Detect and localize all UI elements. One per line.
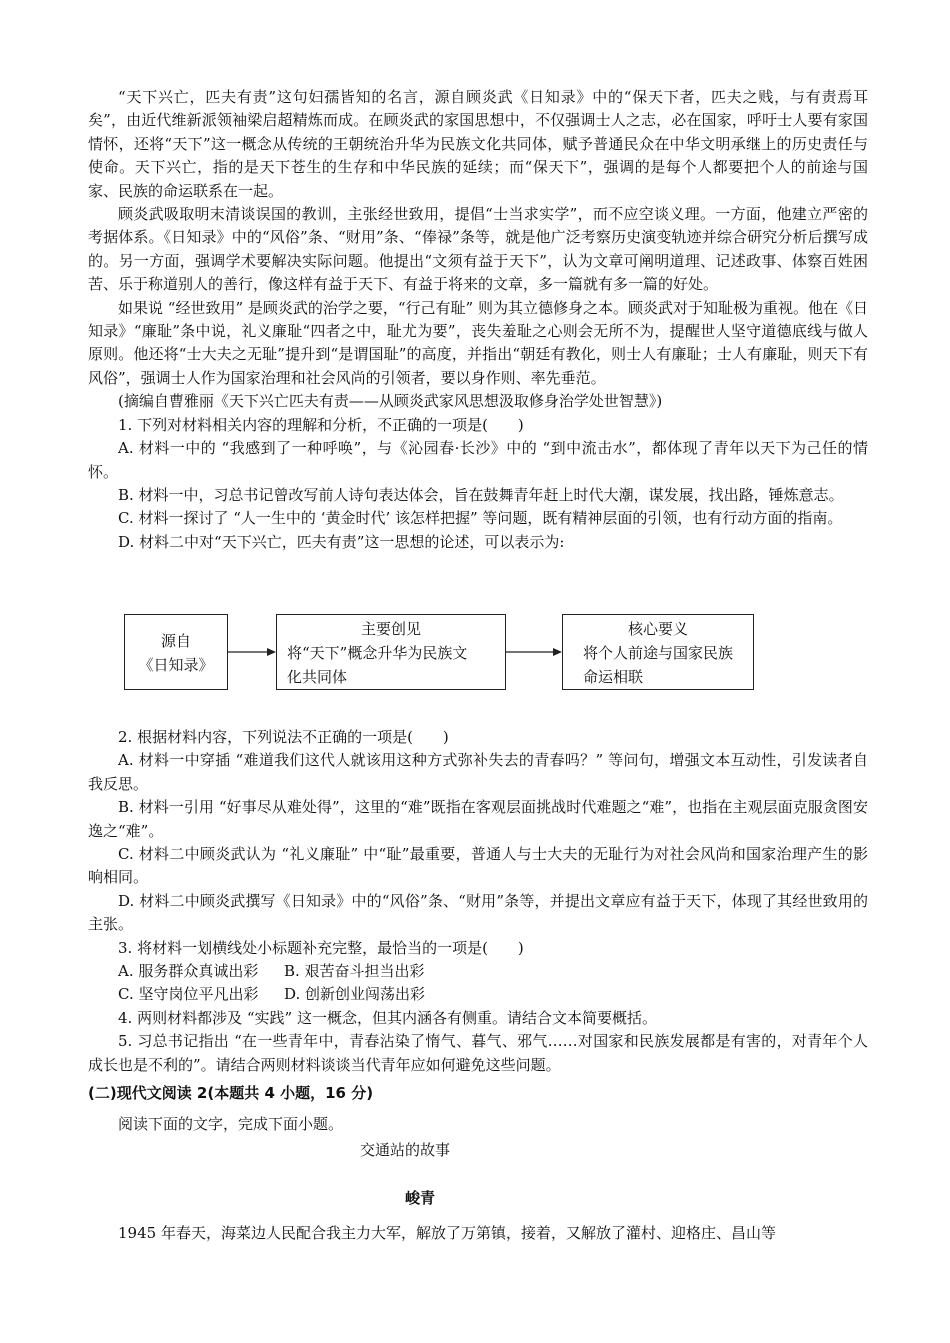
questions-2-to-5 [88,726,868,1077]
source-citation: (摘编自曹雅丽《天下兴亡匹夫有责——从顾炎武家风思想汲取修身治学处世智慧》) [118,392,663,411]
question-3-option-c: C. 坚守岗位平凡出彩 [118,985,259,1004]
question-2-option-c: C. 材料二中顾炎武认为 “礼义廉耻” 中“耻”最重要，普通人与士大夫的无耻行为对社会风尚和国家治理产生的影响相同。 [88,845,868,887]
story-first-line: 1945 年春天，海菜边人民配合我主力大军，解放了万第镇，接着，又解放了灌村、迎格庄、昌山等 [118,1224,776,1242]
question-3-option-a: A. 服务群众真诚出彩 [118,962,259,981]
question-1-option-b: B. 材料一中，习总书记曾改写前人诗句表达体会，旨在鼓舞青年赶上时代大潮，谋发展，找出路，锤炼意志。 [118,485,844,504]
question-2-option-d: D. 材料二中顾炎武撰写《日知录》中的“风俗”条、“财用”条等，并提出文章应有益于天下，体现了其经世致用的主张。 [88,891,868,934]
diagram-text: 主要创见 [360,620,421,638]
arrow-head [267,648,276,656]
diagram-text: 化共同体 [287,668,348,686]
material-two-passage [88,86,868,554]
question-2-option-a: A. 材料一中穿插 “难道我们这代人就该用这种方式弥补失去的青春吗？” 等问句，增强文本互动性，引发读者自我反思。 [88,751,868,793]
diagram-text: 将个人前途与国家民族 [583,644,734,662]
question-5: 5. 习总书记指出 “在一些青年中，青春沾染了惰气、暮气、邪气……对国家和民族发展都是有害的，对青年个人成长也是不利的”。请结合两则材料谈谈当代青年应如何避免这些问题。 [88,1032,868,1074]
question-1-option-c: C. 材料一探讨了 “人一生中的 ‘黄金时代’ 该怎样把握” 等问题，既有精神层面的引领，也有行动方面的指南。 [118,509,843,528]
arrow-head [553,648,562,656]
question-4: 4. 两则材料都涉及 “实践” 这一概念，但其内涵各有侧重。请结合文本简要概括。 [118,1008,657,1027]
diagram-text: 源自 [160,632,191,650]
story-title: 交通站的故事 [359,1141,450,1159]
section-heading: (二)现代文阅读 2(本题共 4 小题，16 分) [88,1084,374,1102]
instruction-text: 阅读下面的文字，完成下面小题。 [118,1115,344,1133]
flow-diagram [124,612,754,692]
paragraph: 如果说 “经世致用” 是顾炎武的治学之要，“行己有耻” 则为其立德修身之本。顾炎武对于知耻极为重视。他在《日知录》“廉耻”条中说，礼义廉耻“四者之中，耻尤为要”，丧失羞耻之心则会无所不为，提醒世人坚守道德底线与做人原则。他还将“士大夫之无耻”提升到“是谓国耻”的高度，并指出“朝廷有教化，则士人有廉耻；士人有廉耻，则天下有风俗”，强调士人作为国家治理和社会风尚的引领者，要以身作则、率先垂范。 [88,298,868,387]
question-3-stem: 3. 将材料一划横线处小标题补充完整，最恰当的一项是( ) [118,938,524,957]
question-2-stem: 2. 根据材料内容，下列说法不正确的一项是( ) [118,728,449,746]
story-author: 峻青 [404,1189,435,1207]
question-3-option-b: B. 艰苦奋斗担当出彩 [284,962,425,981]
diagram-text: 核心要义 [627,620,688,638]
question-3-options-row [88,960,868,983]
question-1-option-a: A. 材料一中的 “我感到了一种呼唤”，与《沁园春·长沙》中的 “到中流击水”，都体现了青年以天下为己任的情怀。 [88,439,868,481]
paragraph: 顾炎武吸取明末清谈误国的教训，主张经世致用，提倡“士当求实学”，而不应空谈义理。一方面，他建立严密的考据体系。《日知录》中的“风俗”条、“财用”条、“俸禄”条等，就是他广泛考察历史演变轨迹并综合研究分析后撰写成的。另一方面，强调学术要解决实际问题。他提出“文须有益于天下”，认为文章可阐明道理、记述政事、体察百姓困苦、乐于称道别人的善行，像这样有益于天下、有益于将来的文章，多一篇就有多一篇的好处。 [88,205,868,294]
diagram-text: 命运相联 [583,668,644,686]
question-2-option-b: B. 材料一引用 “好事尽从难处得”，这里的“难”既指在客观层面挑战时代难题之“难”，也指在主观层面克服贪图安逸之“难”。 [88,798,868,840]
diagram-arrows [124,612,754,692]
question-3-option-d: D. 创新创业闯荡出彩 [284,985,426,1004]
question-1-option-d: D. 材料二中对“天下兴亡，匹夫有责”这一思想的论述，可以表示为: [118,532,565,551]
diagram-text: 将“天下”概念升华为民族文 [287,644,468,662]
question-3-options-row [88,983,868,1006]
question-1-stem: 1. 下列对材料相关内容的理解和分析，不正确的一项是( ) [118,415,524,434]
diagram-text: 《日知录》 [138,656,214,674]
paragraph: “天下兴亡，匹夫有责”这句妇孺皆知的名言，源自顾炎武《日知录》中的“保天下者，匹夫之贱，与有责焉耳矣”，由近代维新派领袖梁启超精炼而成。在顾炎武的家国思想中，不仅强调士人之志，必在国家，呼吁士人要有家国情怀，还将“天下”这一概念从传统的王朝统治升华为民族文化共同体，赋予普通民众在中华文明承继上的历史责任与使命。天下兴亡，指的是天下苍生的生存和中华民族的延续；而“保天下”，强调的是每个人都要把个人的前途与国家、民族的命运联系在一起。 [88,88,868,200]
